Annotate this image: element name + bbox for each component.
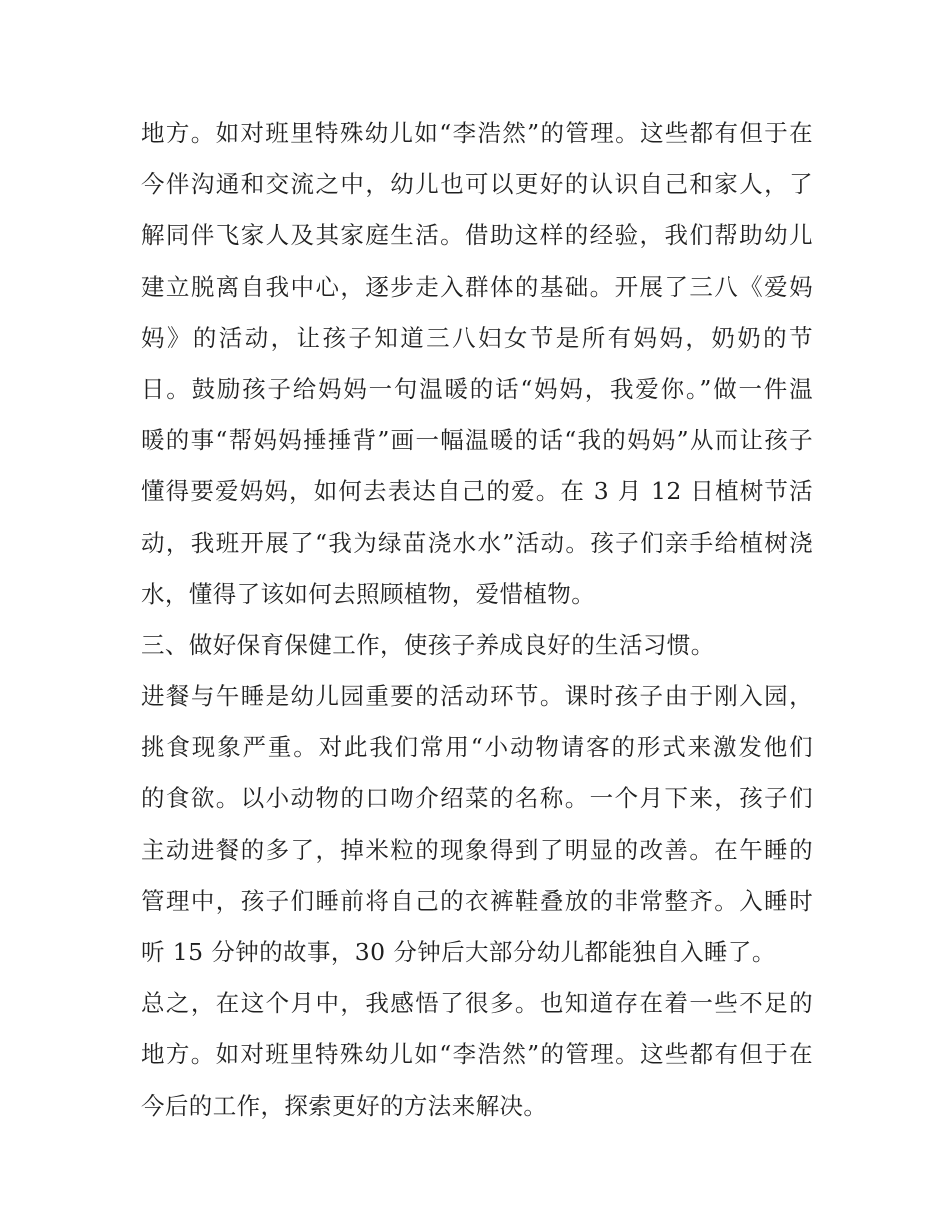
text-line: 妈》的活动，让孩子知道三八妇女节是所有妈妈，奶奶的节 <box>141 323 813 352</box>
text-line: 懂得要爱妈妈，如何去表达自己的爱。在 3 月 12 日植树节活 <box>141 477 813 506</box>
text-line: 建立脱离自我中心，逐步走入群体的基础。开展了三八《爱妈 <box>141 272 813 301</box>
document-body <box>141 108 813 1132</box>
text-line: 暖的事“帮妈妈捶捶背”画一幅温暖的话“我的妈妈”从而让孩子 <box>141 426 813 455</box>
text-line: 听 15 分钟的故事，30 分钟后大部分幼儿都能独自入睡了。 <box>141 938 776 966</box>
text-line: 今伴沟通和交流之中，幼儿也可以更好的认识自己和家人，了 <box>141 170 813 199</box>
text-line: 解同伴飞家人及其家庭生活。借助这样的经验，我们帮助幼儿 <box>141 221 813 250</box>
text-line: 管理中，孩子们睡前将自己的衣裤鞋叠放的非常整齐。入睡时 <box>141 886 813 915</box>
text-line: 主动进餐的多了，掉米粒的现象得到了明显的改善。在午睡的 <box>141 835 813 864</box>
text-line: 水，懂得了该如何去照顾植物，爱惜植物。 <box>141 579 596 608</box>
section-heading: 三、做好保育保健工作，使孩子养成良好的生活习惯。 <box>141 630 715 659</box>
text-line: 地方。如对班里特殊幼儿如“李浩然”的管理。这些都有但于在 <box>141 1040 813 1069</box>
text-line: 动，我班开展了“我为绿苗浇水水”活动。孩子们亲手给植树浇 <box>141 528 813 557</box>
text-line: 挑食现象严重。对此我们常用“小动物请客的形式来激发他们 <box>141 733 813 762</box>
text-line: 地方。如对班里特殊幼儿如“李浩然”的管理。这些都有但于在 <box>141 119 813 147</box>
text-line: 进餐与午睡是幼儿园重要的活动环节。课时孩子由于刚入园， <box>141 682 813 711</box>
text-line: 日。鼓励孩子给妈妈一句温暖的话“妈妈，我爱你。”做一件温 <box>141 374 813 403</box>
text-line: 总之，在这个月中，我感悟了很多。也知道存在着一些不足的 <box>141 989 813 1018</box>
text-line: 的食欲。以小动物的口吻介绍菜的名称。一个月下来，孩子们 <box>141 784 813 813</box>
text-line: 今后的工作，探索更好的方法来解决。 <box>141 1091 548 1120</box>
